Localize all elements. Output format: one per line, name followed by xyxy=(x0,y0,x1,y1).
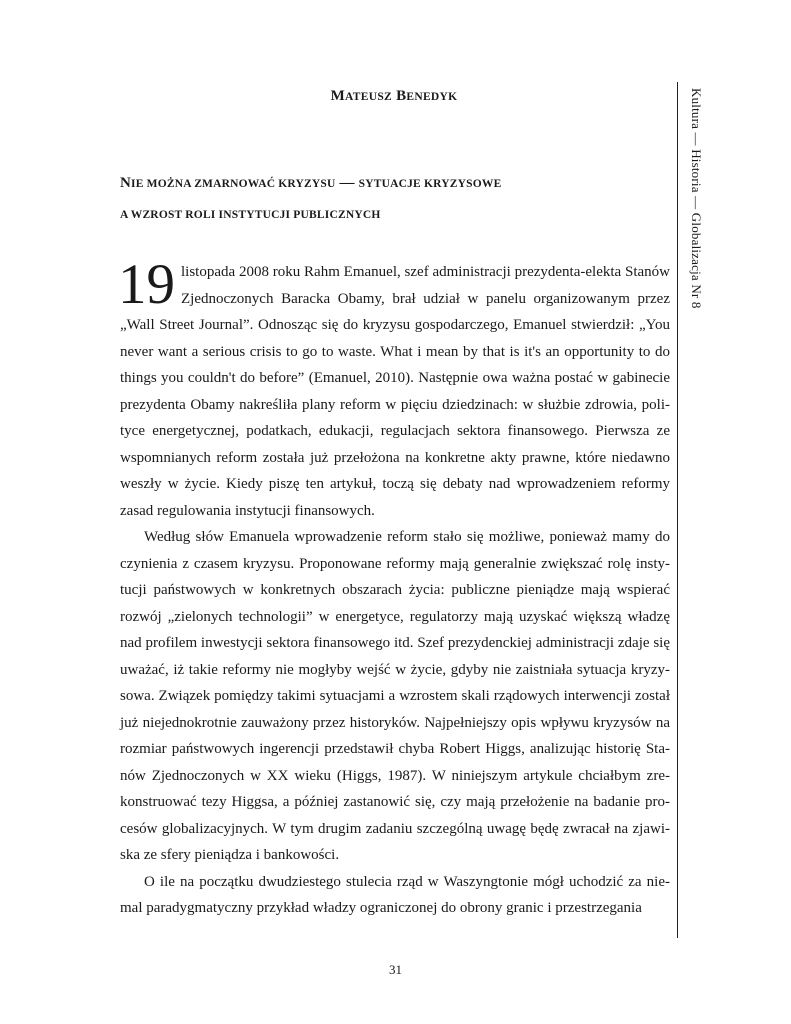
article-body xyxy=(118,253,670,922)
paragraph-3: O ile na początku dwudziestego stulecia rząd w Waszyngtonie mógł uchodzić za niemal paradygmatyczny przykład władzy ograniczonej do obrony granic i przestrzegania xyxy=(120,873,670,916)
author-name: MATEUSZ BENEDYK xyxy=(330,88,458,104)
article-title-line-2: A WZROST ROLI INSTYTUCJI PUBLICZNYCH xyxy=(120,209,381,221)
drop-cap: 19 xyxy=(118,253,175,316)
article-title-line-1: NIE MOŻNA ZMARNOWAĆ KRYZYSU — SYTUACJE KRYZYSOWE xyxy=(120,175,502,191)
side-rule xyxy=(677,82,678,938)
paragraph-1: 19 listopada 2008 roku Rahm Emanuel, szef administracji prezydenta-elekta Stanów Zjednoczonych Baracka Obamy, brał udział w panelu organizowanym przez „Wall Street Journal”. Odnosząc się do kryzysu gospodarczego, Emanuel stwierdził: „You never want a serious crisis to go to waste. What i mean by that is it's an opportunity to do things you couldn't do before” (Emanuel, 2010). Następnie owa ważna postać w gabinecie prezydenta Obamy nakreśliła plany reform w pięciu dziedzinach: w służbie zdrowia, polityce energetycznej, podatkach, edukacji, regulacjach sektora finansowego. Pierwsza ze wspomnianych reform została już przełożona na konkretne akty prawne, które niedawno weszły w życie. Kiedy piszę ten artykuł, toczą się debaty nad wprowadzeniem reformy zasad regulowania instytucji finansowych. xyxy=(118,253,670,519)
running-head: Kultura — Historia — Globalizacja Nr 8 xyxy=(689,88,704,309)
page-number: 31 xyxy=(389,962,402,977)
paragraph-2: Według słów Emanuela wprowadzenie reform stało się możliwe, ponieważ mamy do czynienia z czasem kryzysu. Proponowane reformy mają generalnie zwiększać rolę instytucji państwowych w konkretnych obszarach życia: publiczne pieniądze mają wspierać rozwój „zielonych technologii” w energetyce, regulatorzy mają uzyskać większą władzę nad profilem inwestycji sektora finansowego itd. Szef prezydenckiej administracji zdaje się uważać, iż takie reformy nie mogłyby wejść w życie, gdyby nie zaistniała sytuacja kryzysowa. Związek pomiędzy takimi sytuacjami a wzrostem skali rządowych interwencji został już niejednokrotnie zauważony przez historyków. Najpełniejszy opis wpływu kryzysów na rozmiar państwowych ingerencji przedstawił chyba Robert Higgs, analizując historię Stanów Zjednoczonych w XX wieku (Higgs, 1987). W niniejszym artykule chciałbym zrekonstruować tezy Higgsa, a później zastanowić się, czy mają przełożenie na badanie procesów globalizacyjnych. W tym drugim zadaniu szczególną uwagę będę zwracał na zjawiska ze sfery pieniądza i bankowości. xyxy=(120,529,670,863)
